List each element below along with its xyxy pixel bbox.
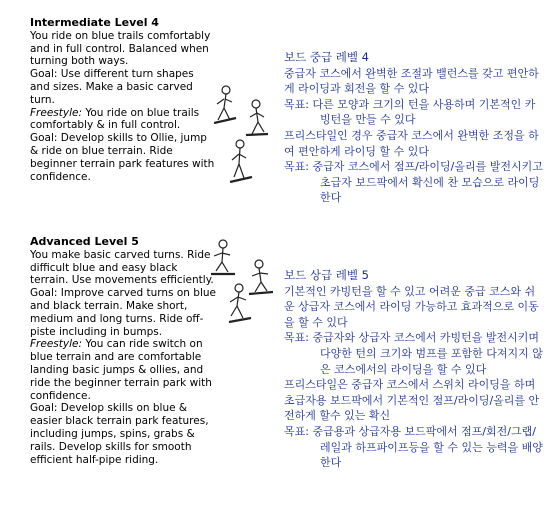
advanced-ko-freestyle: 프리스타일은 중급자 코스에서 스위치 라이딩을 하며 초급자용 보드팍에서 기본적인 점프/라이딩/올리를 안전하게 할수 있는 확신 [284, 378, 540, 423]
advanced-ko-goal1-label: 목표: [284, 331, 313, 345]
advanced-ko-goal2-text: 중급용과 상급자용 보드팍에서 점프/회전/그랩/레일과 하프파이프등을 할 수 있는 능력을 배양한다 [312, 424, 543, 470]
intermediate-freestyle-text: You ride on blue trails comfortably & in full control. [30, 106, 200, 132]
advanced-freestyle [30, 338, 216, 402]
advanced-en-section [30, 236, 216, 466]
advanced-goal2: Goal: Develop skills on blue & easier black terrain park features, including jumps, spins, grabs & rails. Develop skills for smooth efficient half-pipe riding. [30, 402, 209, 466]
intermediate-ko-goal1-label: 목표: [284, 97, 313, 111]
advanced-ko-intro: 기본적인 카빙턴을 할 수 있고 어려운 중급 코스와 쉬운 상급자 코스에서 라이딩 가능하고 효과적으로 이동을 할 수 있다 [284, 284, 539, 329]
advanced-ko-title: 보드 상급 레벨 5 [284, 268, 369, 282]
advanced-ko-goal1 [284, 330, 544, 377]
advanced-ko-goal2-label: 목표: [284, 424, 313, 438]
advanced-ko-goal2 [284, 424, 544, 471]
intermediate-ko-title: 보드 중급 레벨 4 [284, 50, 369, 64]
intermediate-ko-goal2-label: 목표: [284, 160, 313, 174]
advanced-goal1: Goal: Improve carved turns on blue and black terrain. Make short, medium and long turns. Ride off-piste including in bumps. [30, 287, 216, 338]
intermediate-freestyle [30, 107, 216, 133]
advanced-freestyle-label: Freestyle: [30, 338, 82, 351]
intermediate-goal1: Goal: Use different turn shapes and sizes. Make a basic carved turn. [30, 68, 194, 106]
intermediate-ko-goal1-text: 다른 모양과 크기의 턴을 사용하며 기본적인 카빙턴을 만들 수 있다 [312, 97, 536, 127]
advanced-intro: You make basic carved turns. Ride difficult blue and easy black terrain. Use movements efficiently. [30, 248, 214, 287]
snowboarder-figures-intermediate-icon [214, 84, 274, 194]
intermediate-goal2: Goal: Develop skills to Ollie, jump & ride on blue terrain. Ride beginner terrain park features with confidence. [30, 132, 215, 183]
intermediate-intro: You ride on blue trails comfortably and in full control. Balanced when turning both ways. [30, 29, 211, 68]
advanced-title: Advanced Level 5 [30, 235, 139, 248]
intermediate-ko-intro: 중급자 코스에서 완벽한 조절과 밸런스를 갖고 편안하게 라이딩과 회전을 할 수 있다 [284, 66, 539, 96]
intermediate-ko-goal2 [284, 159, 544, 206]
intermediate-ko-freestyle: 프리스타일인 경우 중급자 코스에서 완벽한 조정을 하여 편안하게 라이딩 할 수 있다 [284, 128, 539, 158]
advanced-ko-goal1-text: 중급자와 상급자 코스에서 카빙턴을 발전시키며 다양한 턴의 크기와 범프를 포함한 다져지지 않은 코스에서의 라이딩을 할 수 있다 [312, 331, 543, 376]
advanced-freestyle-text: You can ride switch on blue terrain and are comfortable landing basic jumps & ollies, and ride the beginner terrain park with confidence. [30, 338, 212, 402]
intermediate-en-section [30, 17, 216, 183]
intermediate-freestyle-label: Freestyle: [30, 106, 82, 119]
intermediate-ko-goal2-text: 중급자 코스에서 점프/라이딩/올리를 발전시키고 초급자 보드팍에서 확신에 찬 모습으로 라이딩 한다 [312, 160, 543, 205]
intermediate-ko-section [284, 50, 544, 206]
intermediate-title: Intermediate Level 4 [30, 16, 159, 29]
snowboarder-figures-advanced-icon [211, 238, 275, 330]
intermediate-ko-goal1 [284, 97, 544, 128]
advanced-ko-section [284, 268, 544, 471]
